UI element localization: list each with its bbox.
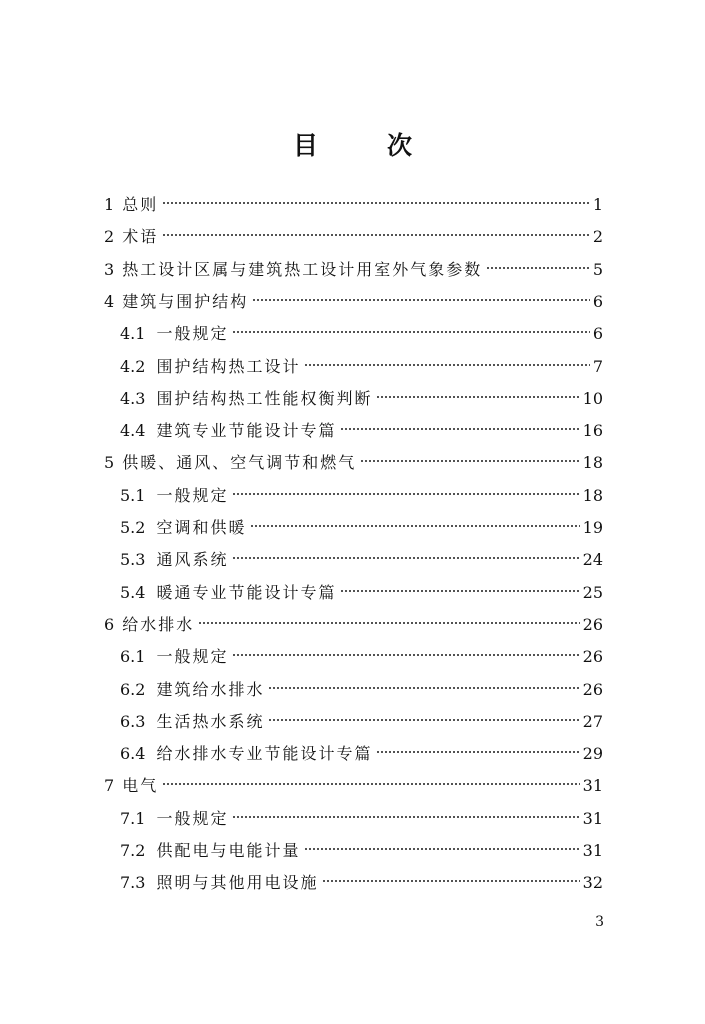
toc-page: 1: [592, 195, 603, 214]
toc-page: 18: [582, 453, 603, 473]
toc-text: 给水排水: [122, 614, 195, 634]
toc-page: 25: [582, 582, 603, 602]
toc-number: 6.2: [120, 679, 146, 699]
toc-leader-dots: [232, 556, 579, 560]
toc-text: 一般规定: [156, 647, 229, 667]
toc-number: 7.3: [120, 873, 146, 893]
toc-entry[interactable]: [120, 738, 603, 770]
toc-number: 4.2: [120, 356, 146, 376]
toc-page: 31: [582, 776, 603, 796]
toc-entry[interactable]: [120, 383, 603, 415]
toc-entry[interactable]: [104, 189, 603, 221]
toc-entry[interactable]: [104, 447, 603, 479]
toc-page: 6: [592, 291, 603, 311]
toc-number: 3: [104, 259, 115, 279]
toc-leader-dots: [232, 653, 579, 657]
toc-entry[interactable]: [120, 803, 603, 835]
toc-leader-dots: [304, 847, 579, 851]
toc-number: 5.2: [120, 518, 146, 537]
toc-text: 暖通专业节能设计专篇: [156, 582, 337, 602]
toc-page: 24: [582, 550, 603, 570]
toc-text: 总则: [122, 195, 159, 214]
toc-text: 供暖、通风、空气调节和燃气: [122, 453, 357, 473]
footer-page-number: 3: [595, 914, 604, 930]
toc-number: 7: [104, 776, 115, 796]
toc-number: 5: [104, 453, 115, 473]
page-title: 目 次: [292, 131, 434, 160]
toc-text: 通风系统: [156, 550, 229, 570]
toc-text: 围护结构热工设计: [156, 356, 301, 376]
toc-number: 4.3: [120, 388, 146, 408]
toc-leader-dots: [252, 298, 590, 302]
toc-entry[interactable]: [104, 609, 603, 641]
toc-number: 7.1: [120, 808, 146, 828]
toc-text: 热工设计区属与建筑热工设计用室外气象参数: [122, 259, 483, 279]
toc-entry[interactable]: [104, 770, 603, 802]
toc-page: 2: [592, 227, 603, 247]
toc-page: 27: [582, 711, 603, 731]
toc-page: 26: [582, 679, 603, 699]
toc-leader-dots: [162, 782, 579, 786]
toc-number: 4.4: [120, 421, 146, 441]
toc-text: 生活热水系统: [156, 711, 265, 731]
toc-text: 一般规定: [156, 808, 229, 828]
toc-number: 6.4: [120, 744, 146, 764]
toc-entry[interactable]: [120, 351, 603, 383]
toc-page: 18: [582, 485, 603, 505]
toc-page: 32: [582, 873, 603, 893]
toc-entry[interactable]: [120, 512, 603, 544]
toc-page: 31: [582, 808, 603, 828]
toc-leader-dots: [232, 815, 579, 819]
toc-number: 5.4: [120, 582, 146, 602]
toc-number: 7.2: [120, 841, 146, 860]
toc-entry[interactable]: [120, 706, 603, 738]
toc-text: 建筑专业节能设计专篇: [156, 421, 337, 441]
toc-leader-dots: [376, 750, 579, 754]
toc-text: 供配电与电能计量: [156, 841, 301, 860]
toc-leader-dots: [322, 879, 579, 883]
toc-leader-dots: [162, 201, 590, 205]
toc-page: 16: [582, 421, 603, 441]
toc-page: 26: [582, 614, 603, 634]
toc-leader-dots: [268, 718, 579, 722]
toc-entry[interactable]: [120, 415, 603, 447]
toc-leader-dots: [198, 621, 579, 625]
toc-leader-dots: [486, 266, 590, 270]
toc-number: 5.1: [120, 485, 146, 505]
toc-leader-dots: [268, 686, 579, 690]
toc-number: 2: [104, 227, 115, 247]
toc-leader-dots: [304, 363, 589, 367]
toc-leader-dots: [250, 524, 579, 528]
toc-entry[interactable]: [120, 674, 603, 706]
toc-text: 照明与其他用电设施: [156, 873, 319, 893]
toc-entry[interactable]: [120, 544, 603, 576]
toc-entry[interactable]: [120, 480, 603, 512]
toc-number: 4: [104, 291, 115, 311]
toc-leader-dots: [376, 395, 579, 399]
toc-page: 29: [582, 744, 603, 764]
toc-entry[interactable]: [104, 221, 603, 253]
toc-number: 6.1: [120, 647, 146, 667]
toc-page: 7: [592, 356, 603, 376]
toc-page: 19: [582, 518, 603, 537]
toc-text: 一般规定: [156, 485, 229, 505]
toc-leader-dots: [340, 589, 579, 593]
toc-number: 6.3: [120, 711, 146, 731]
toc-leader-dots: [232, 330, 589, 334]
toc-page: 5: [592, 259, 603, 279]
toc-text: 给水排水专业节能设计专篇: [156, 744, 373, 764]
toc-entry[interactable]: [104, 254, 603, 286]
toc-entry[interactable]: [120, 641, 603, 673]
toc-leader-dots: [162, 233, 590, 237]
toc-number: 5.3: [120, 550, 146, 570]
toc-leader-dots: [232, 492, 579, 496]
toc-entry[interactable]: [120, 577, 603, 609]
toc-entry[interactable]: [104, 286, 603, 318]
toc-text: 围护结构热工性能权衡判断: [156, 388, 373, 408]
toc-page: 26: [582, 647, 603, 667]
toc-leader-dots: [360, 459, 579, 463]
toc-text: 一般规定: [156, 324, 229, 344]
toc-entry[interactable]: [120, 318, 603, 350]
toc-number: 6: [104, 614, 115, 634]
toc-text: 空调和供暖: [156, 518, 247, 537]
toc-page: 10: [582, 388, 603, 408]
toc-entry[interactable]: [120, 867, 603, 899]
toc-text: 建筑与围护结构: [122, 291, 249, 311]
toc-text: 术语: [122, 227, 159, 247]
toc-leader-dots: [340, 427, 579, 431]
toc-page: 6: [592, 324, 603, 344]
toc-number: 1: [104, 195, 115, 214]
toc-number: 4.1: [120, 324, 146, 344]
toc-entry[interactable]: [120, 835, 603, 867]
toc-text: 电气: [122, 776, 159, 796]
toc-page: 31: [582, 841, 603, 860]
toc-text: 建筑给水排水: [156, 679, 265, 699]
